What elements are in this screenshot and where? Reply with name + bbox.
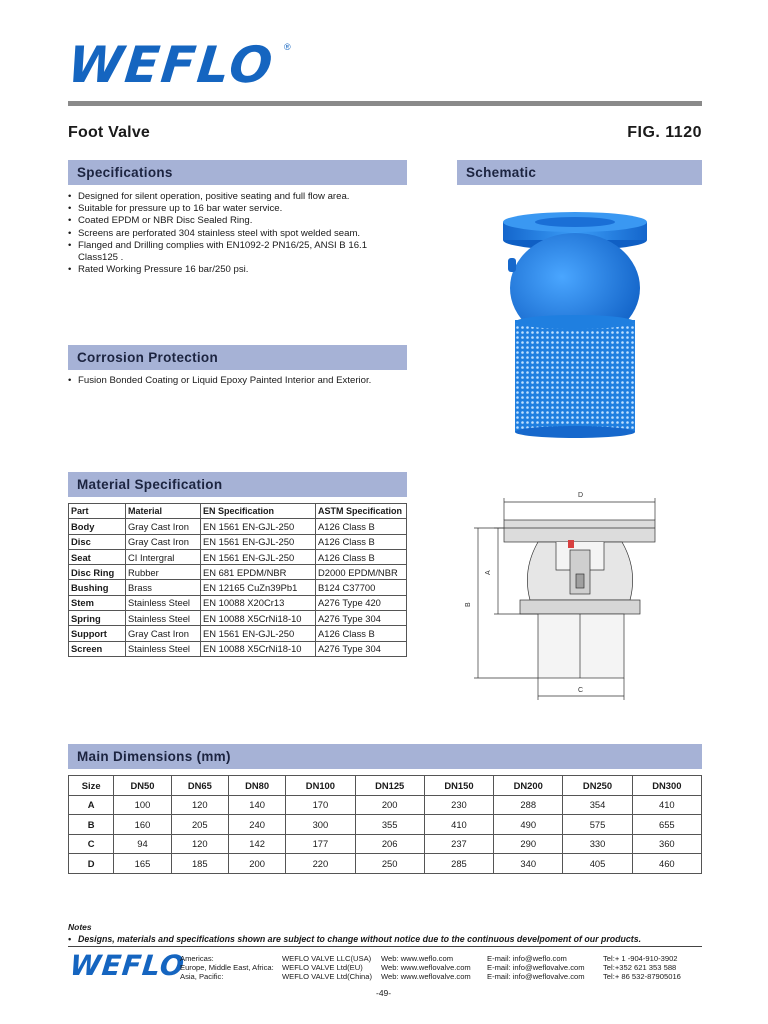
table-cell: B124 C37700 bbox=[316, 580, 407, 595]
table-row bbox=[69, 854, 702, 874]
table-cell: 405 bbox=[563, 854, 632, 874]
spec-item: • Coated EPDM or NBR Disc Sealed Ring. bbox=[68, 215, 408, 227]
weflo-logo: WEFLO bbox=[64, 36, 278, 94]
foot-valve-illustration bbox=[490, 200, 660, 440]
table-row bbox=[69, 580, 407, 595]
table-cell: 140 bbox=[228, 795, 285, 815]
table-cell: 165 bbox=[114, 854, 171, 874]
table-cell: A126 Class B bbox=[316, 549, 407, 564]
column-header: DN300 bbox=[632, 776, 701, 796]
table-cell: D bbox=[69, 854, 114, 874]
phone-number: Tel:+ 1 -904-910-3902 bbox=[603, 954, 678, 963]
table-cell: Stainless Steel bbox=[126, 611, 201, 626]
table-cell: Bushing bbox=[69, 580, 126, 595]
footer-phones bbox=[603, 954, 681, 982]
phone-number: Tel:+352 621 353 588 bbox=[603, 963, 677, 973]
table-header-row bbox=[69, 776, 702, 796]
table-cell: 490 bbox=[494, 815, 563, 835]
table-cell: 120 bbox=[171, 795, 228, 815]
table-cell: 250 bbox=[355, 854, 424, 874]
web-link[interactable]: Web: www.weflo.com bbox=[381, 954, 454, 963]
label-b: B bbox=[465, 602, 472, 607]
column-header: Material bbox=[126, 504, 201, 519]
region-label: Americas: bbox=[180, 954, 214, 963]
footer-emails bbox=[487, 954, 585, 982]
table-cell: Disc bbox=[69, 534, 126, 549]
table-cell: EN 10088 X20Cr13 bbox=[201, 595, 316, 610]
region-label: Europe, Middle East, Africa: bbox=[180, 963, 274, 973]
main-dimensions-table bbox=[68, 775, 702, 874]
spec-item: • Rated Working Pressure 16 bar/250 psi. bbox=[68, 264, 408, 276]
table-cell: 206 bbox=[355, 834, 424, 854]
column-header: DN150 bbox=[424, 776, 493, 796]
table-cell: EN 10088 X5CrNi18-10 bbox=[201, 611, 316, 626]
table-cell: A126 Class B bbox=[316, 534, 407, 549]
column-header: ASTM Specification bbox=[316, 504, 407, 519]
table-cell: 354 bbox=[563, 795, 632, 815]
table-cell: CI Intergral bbox=[126, 549, 201, 564]
column-header: DN65 bbox=[171, 776, 228, 796]
table-row bbox=[69, 549, 407, 564]
table-cell: EN 1561 EN-GJL-250 bbox=[201, 549, 316, 564]
schematic-header: Schematic bbox=[457, 160, 702, 185]
footer-weflo-logo: WEFLO bbox=[68, 949, 187, 982]
table-cell: Stem bbox=[69, 595, 126, 610]
table-cell: A276 Type 420 bbox=[316, 595, 407, 610]
page-number: -49- bbox=[376, 988, 392, 998]
table-cell: 330 bbox=[563, 834, 632, 854]
table-row bbox=[69, 626, 407, 641]
table-cell: 285 bbox=[424, 854, 493, 874]
table-cell: Gray Cast Iron bbox=[126, 519, 201, 534]
footer-regions bbox=[180, 954, 274, 982]
table-cell: 460 bbox=[632, 854, 701, 874]
table-cell: 160 bbox=[114, 815, 171, 835]
notes-item: • Designs, materials and specifications shown are subject to change without notice due to the continuous develpoment of our products. bbox=[68, 934, 641, 945]
table-row bbox=[69, 795, 702, 815]
footer-companies bbox=[282, 954, 372, 982]
column-header: Part bbox=[69, 504, 126, 519]
table-cell: EN 12165 CuZn39Pb1 bbox=[201, 580, 316, 595]
column-header: DN200 bbox=[494, 776, 563, 796]
table-cell: A276 Type 304 bbox=[316, 641, 407, 656]
table-cell: 185 bbox=[171, 854, 228, 874]
table-cell: 200 bbox=[355, 795, 424, 815]
table-cell: A126 Class B bbox=[316, 519, 407, 534]
table-row bbox=[69, 534, 407, 549]
material-spec-header: Material Specification bbox=[68, 472, 407, 497]
specifications-list bbox=[68, 191, 408, 276]
corrosion-header: Corrosion Protection bbox=[68, 345, 407, 370]
company-name: WEFLO VALVE LLC(USA) bbox=[282, 954, 372, 963]
table-cell: EN 1561 EN-GJL-250 bbox=[201, 626, 316, 641]
label-a: A bbox=[485, 570, 492, 575]
table-cell: 200 bbox=[228, 854, 285, 874]
table-cell: 240 bbox=[228, 815, 285, 835]
table-cell: 655 bbox=[632, 815, 701, 835]
table-cell: Brass bbox=[126, 580, 201, 595]
table-header-row bbox=[69, 504, 407, 519]
table-cell: Disc Ring bbox=[69, 565, 126, 580]
column-header: DN250 bbox=[563, 776, 632, 796]
notes-title: Notes bbox=[68, 922, 92, 932]
table-cell: 410 bbox=[632, 795, 701, 815]
registered-mark: ® bbox=[284, 42, 291, 52]
table-cell: 340 bbox=[494, 854, 563, 874]
email-link[interactable]: E-mail: info@weflovalve.com bbox=[487, 972, 585, 982]
column-header: DN125 bbox=[355, 776, 424, 796]
web-link[interactable]: Web: www.weflovalve.com bbox=[381, 963, 471, 973]
footer-divider bbox=[68, 946, 702, 947]
column-header: DN50 bbox=[114, 776, 171, 796]
spec-item: • Suitable for pressure up to 16 bar water service. bbox=[68, 203, 408, 215]
table-cell: 355 bbox=[355, 815, 424, 835]
table-row bbox=[69, 641, 407, 656]
product-title: Foot Valve bbox=[68, 124, 151, 141]
table-cell: Gray Cast Iron bbox=[126, 626, 201, 641]
header-divider bbox=[68, 101, 702, 106]
table-cell: 170 bbox=[286, 795, 355, 815]
column-header: EN Specification bbox=[201, 504, 316, 519]
table-row bbox=[69, 519, 407, 534]
table-cell: 142 bbox=[228, 834, 285, 854]
table-row bbox=[69, 595, 407, 610]
table-cell: A bbox=[69, 795, 114, 815]
figure-label: FIG. 1120 bbox=[627, 124, 702, 141]
table-cell: 360 bbox=[632, 834, 701, 854]
table-cell: Stainless Steel bbox=[126, 595, 201, 610]
table-cell: EN 1561 EN-GJL-250 bbox=[201, 519, 316, 534]
table-cell: 230 bbox=[424, 795, 493, 815]
column-header: DN100 bbox=[286, 776, 355, 796]
table-cell: 290 bbox=[494, 834, 563, 854]
label-c: C bbox=[578, 687, 584, 694]
table-cell: 220 bbox=[286, 854, 355, 874]
table-cell: B bbox=[69, 815, 114, 835]
table-cell: Gray Cast Iron bbox=[126, 534, 201, 549]
label-d: D bbox=[578, 492, 584, 499]
corrosion-list bbox=[68, 375, 428, 387]
table-cell: 237 bbox=[424, 834, 493, 854]
valve-cross-section-drawing bbox=[460, 490, 702, 705]
table-row bbox=[69, 611, 407, 626]
table-cell: C bbox=[69, 834, 114, 854]
table-cell: 94 bbox=[114, 834, 171, 854]
table-cell: Seat bbox=[69, 549, 126, 564]
spec-item: • Designed for silent operation, positive seating and full flow area. bbox=[68, 191, 408, 203]
table-cell: 205 bbox=[171, 815, 228, 835]
region-label: Asia, Pacific: bbox=[180, 972, 224, 982]
table-cell: Support bbox=[69, 626, 126, 641]
material-spec-table bbox=[68, 503, 407, 657]
phone-number: Tel:+ 86 532-87905016 bbox=[603, 972, 681, 982]
table-cell: 575 bbox=[563, 815, 632, 835]
table-cell: 120 bbox=[171, 834, 228, 854]
email-link[interactable]: E-mail: info@weflovalve.com bbox=[487, 963, 585, 973]
table-cell: 100 bbox=[114, 795, 171, 815]
spec-item: • Flanged and Drilling complies with EN1092-2 PN16/25, ANSI B 16.1 Class125 . bbox=[68, 240, 378, 264]
table-cell: EN 10088 X5CrNi18-10 bbox=[201, 641, 316, 656]
company-name: WEFLO VALVE Ltd(EU) bbox=[282, 963, 363, 973]
table-cell: Screen bbox=[69, 641, 126, 656]
table-cell: Rubber bbox=[126, 565, 201, 580]
table-cell: 410 bbox=[424, 815, 493, 835]
notes-list bbox=[68, 934, 641, 945]
specifications-header: Specifications bbox=[68, 160, 407, 185]
table-cell: EN 1561 EN-GJL-250 bbox=[201, 534, 316, 549]
table-cell: EN 681 EPDM/NBR bbox=[201, 565, 316, 580]
table-cell: 177 bbox=[286, 834, 355, 854]
table-cell: Body bbox=[69, 519, 126, 534]
table-cell: A276 Type 304 bbox=[316, 611, 407, 626]
table-row bbox=[69, 565, 407, 580]
table-cell: Stainless Steel bbox=[126, 641, 201, 656]
table-row bbox=[69, 815, 702, 835]
table-cell: 288 bbox=[494, 795, 563, 815]
column-header: DN80 bbox=[228, 776, 285, 796]
corrosion-item: • Fusion Bonded Coating or Liquid Epoxy Painted Interior and Exterior. bbox=[68, 375, 428, 387]
column-header: Size bbox=[69, 776, 114, 796]
company-name: WEFLO VALVE Ltd(China) bbox=[282, 972, 373, 982]
table-cell: D2000 EPDM/NBR bbox=[316, 565, 407, 580]
table-cell: A126 Class B bbox=[316, 626, 407, 641]
table-cell: Spring bbox=[69, 611, 126, 626]
table-cell: 300 bbox=[286, 815, 355, 835]
table-row bbox=[69, 834, 702, 854]
spec-item: • Screens are perforated 304 stainless steel with spot welded seam. bbox=[68, 228, 408, 240]
web-link[interactable]: Web: www.weflovalve.com bbox=[381, 972, 471, 982]
main-dimensions-header: Main Dimensions (mm) bbox=[68, 744, 702, 769]
email-link[interactable]: E-mail: info@weflo.com bbox=[487, 954, 567, 963]
footer-webs bbox=[381, 954, 471, 982]
